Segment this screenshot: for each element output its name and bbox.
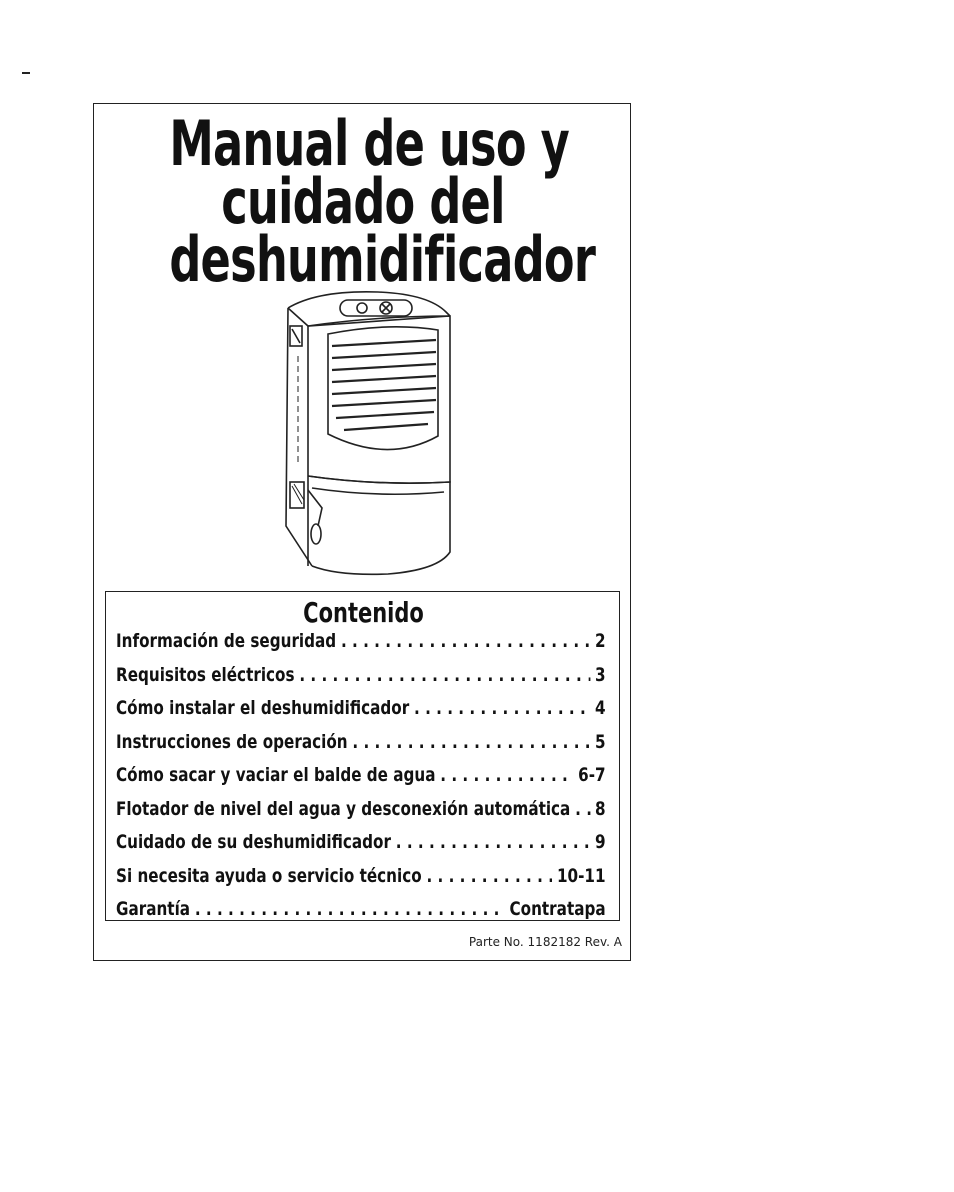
title-line-3: deshumidificador — [169, 223, 596, 296]
toc-item[interactable] — [116, 798, 606, 832]
toc-leader-dots — [440, 764, 573, 786]
toc-page: 10-11 — [556, 864, 606, 887]
toc-item[interactable] — [116, 831, 606, 865]
dehumidifier-illustration-icon — [278, 286, 454, 586]
title-line-1: Manual de uso y — [169, 107, 570, 180]
toc-leader-dots — [426, 865, 552, 887]
toc-label: Instrucciones de operación — [116, 730, 348, 753]
toc-label: Información de seguridad — [116, 630, 337, 652]
toc-leader-dots — [195, 898, 505, 920]
toc-label: Garantía — [116, 898, 191, 920]
toc-page: Contratapa — [509, 898, 606, 920]
toc-label: Cómo sacar y vaciar el balde de agua — [116, 764, 436, 786]
toc-item[interactable] — [116, 697, 606, 731]
toc-leader-dots — [352, 731, 590, 753]
toc-label: Cuidado de su deshumidificador — [116, 831, 391, 853]
toc-item[interactable] — [116, 898, 606, 932]
cover-frame — [93, 103, 631, 961]
toc-item[interactable] — [116, 764, 606, 798]
toc-label: Si necesita ayuda o servicio técnico — [116, 864, 422, 887]
toc-leader-dots — [396, 831, 590, 853]
toc-page: 8 — [595, 797, 606, 820]
toc-leader-dots — [414, 697, 590, 719]
toc-page: 6-7 — [578, 764, 606, 786]
toc-label: Flotador de nivel del agua y desconexión automática — [116, 797, 571, 820]
toc-label: Requisitos eléctricos — [116, 663, 295, 686]
toc-page: 5 — [595, 730, 606, 753]
toc-page: 3 — [595, 663, 606, 686]
scan-mark — [22, 72, 30, 74]
toc-item[interactable] — [116, 664, 606, 698]
toc-item[interactable] — [116, 865, 606, 899]
contents-box — [105, 591, 620, 921]
table-of-contents — [116, 630, 606, 932]
toc-item[interactable] — [116, 630, 606, 664]
toc-leader-dots — [341, 630, 590, 652]
toc-page: 4 — [595, 697, 606, 719]
toc-page: 2 — [595, 630, 606, 652]
title-line-2: cuidado del — [221, 165, 505, 238]
part-number: Parte No. 1182182 Rev. A — [468, 935, 622, 949]
toc-label: Cómo instalar el deshumidificador — [116, 697, 410, 719]
toc-leader-dots — [575, 798, 590, 820]
toc-item[interactable] — [116, 731, 606, 765]
toc-page: 9 — [595, 831, 606, 853]
contents-heading: Contenido — [303, 596, 424, 629]
toc-leader-dots — [299, 664, 590, 686]
